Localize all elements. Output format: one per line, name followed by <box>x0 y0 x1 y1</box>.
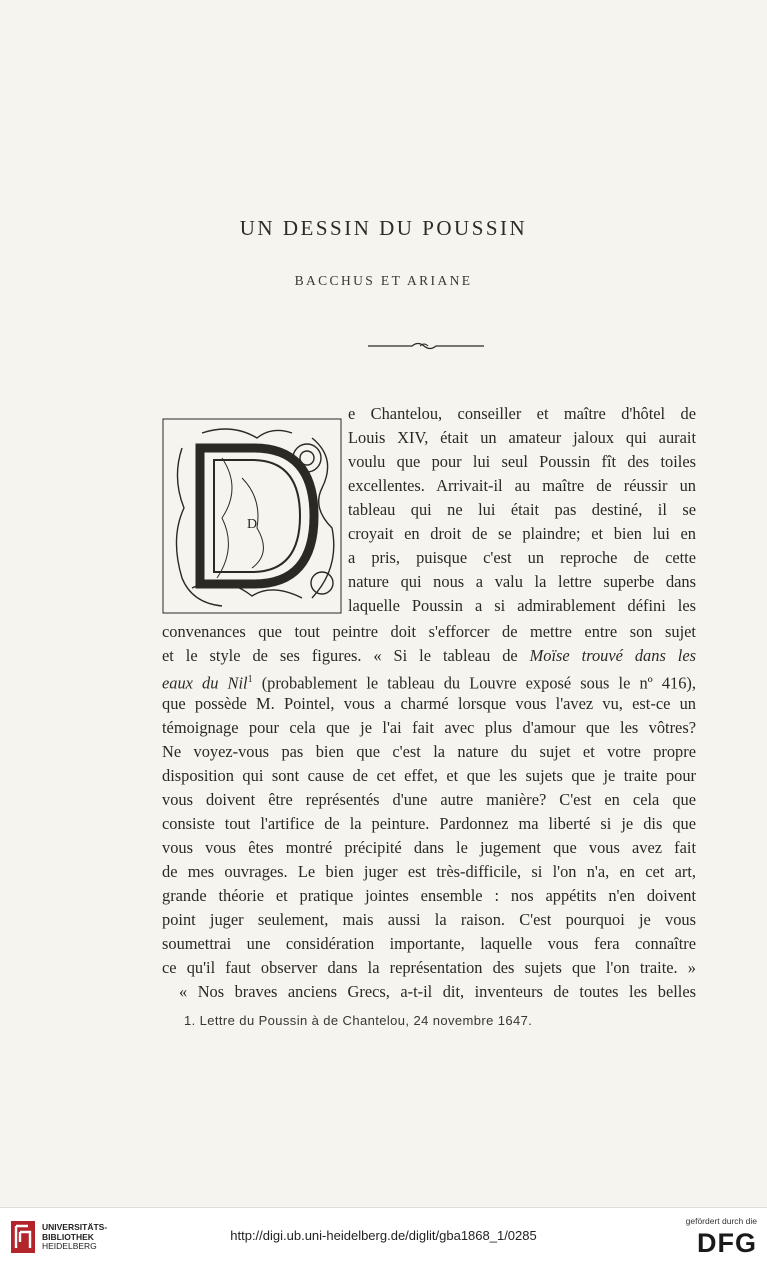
article-title: UN DESSIN DU POUSSIN <box>239 216 528 240</box>
dropcap-ornament <box>162 418 342 614</box>
text-segment: et le style de ses figures. « Si le tableau de <box>162 646 518 665</box>
text-line: Ne voyez-vous pas bien que c'est la nature du sujet et votre propre <box>162 742 696 761</box>
dfg-logo[interactable]: DFG <box>697 1228 757 1258</box>
text-line-mixed <box>162 646 696 666</box>
funded-by-label: gefördert durch die <box>685 1216 757 1226</box>
footnote-ref: 1 <box>247 674 253 685</box>
text-line: ce qu'il faut observer dans la représentation des sujets que l'on traite. » <box>162 958 696 977</box>
text-line: que possède M. Pointel, vous a charmé lorsque vous l'avez vu, est-ce un <box>162 694 696 713</box>
text-line: disposition qui sont cause de cet effet, et que les sujets que je traite pour <box>162 766 696 785</box>
text-line: soumettrai une considération importante, laquelle vous fera connaître <box>162 934 696 953</box>
university-library-name[interactable]: UNIVERSITÄTS- BIBLIOTHEK HEIDELBERG <box>42 1222 108 1251</box>
text-line: « Nos braves anciens Grecs, a-t-il dit, inventeurs de toutes les belles <box>179 982 696 1001</box>
text-line: a pris, puisque c'est un reproche de cette <box>348 548 696 567</box>
text-line: voulu que pour lui seul Poussin fît des toiles <box>348 452 696 471</box>
text-line: consiste tout l'artifice de la peinture. Pardonnez ma liberté si je dis que <box>162 814 696 833</box>
dropcap-letter: D <box>246 517 258 532</box>
text-line: nature qui nous a valu la lettre superbe dans <box>348 572 696 591</box>
text-line: vous vous êtes montré précipité dans le jugement que vous avez fait <box>162 838 696 857</box>
text-line: e Chantelou, conseiller et maître d'hôtel de <box>348 404 696 423</box>
text-line: tableau qui ne lui était pas destiné, il se <box>348 500 696 519</box>
text-segment: (probablement le tableau du Louvre exposé sous le nº 416), <box>261 673 696 693</box>
viewer-footer <box>0 1207 767 1264</box>
text-line: laquelle Poussin a si admirablement défini les <box>348 596 696 615</box>
text-line: témoignage pour cela que je l'ai fait avec plus d'amour que les vôtres? <box>162 718 696 737</box>
italic-work-title: Moïse trouvé dans les <box>529 646 696 665</box>
text-line: vous doivent être représentés d'une autre manière? C'est en cela que <box>162 790 696 809</box>
permalink-url[interactable]: http://digi.ub.uni-heidelberg.de/diglit/gba1868_1/0285 <box>230 1228 537 1243</box>
text-line: croyait en droit de se plaindre; et bien lui en <box>348 524 696 543</box>
text-line: grande théorie et pratique jointes ensemble : nos appétits n'en doivent <box>162 886 696 905</box>
ornament-divider <box>368 340 484 352</box>
italic-work-title: eaux du Nil <box>162 673 248 693</box>
text-line: point juger seulement, mais aussi la raison. C'est pourquoi je vous <box>162 910 696 929</box>
footnote: 1. Lettre du Poussin à de Chantelou, 24 novembre 1647. <box>184 1013 533 1028</box>
text-line: convenances que tout peintre doit s'efforcer de mettre entre son sujet <box>162 622 696 641</box>
text-line: de mes ouvrages. Le bien juger est très-difficile, si l'on n'a, en cet art, <box>162 862 696 881</box>
text-line: Louis XIV, était un amateur jaloux qui aurait <box>348 428 696 447</box>
article-subtitle: BACCHUS ET ARIANE <box>294 273 473 288</box>
text-line-mixed <box>162 670 696 693</box>
text-line: excellentes. Arrivait-il au maître de réussir un <box>348 476 696 495</box>
